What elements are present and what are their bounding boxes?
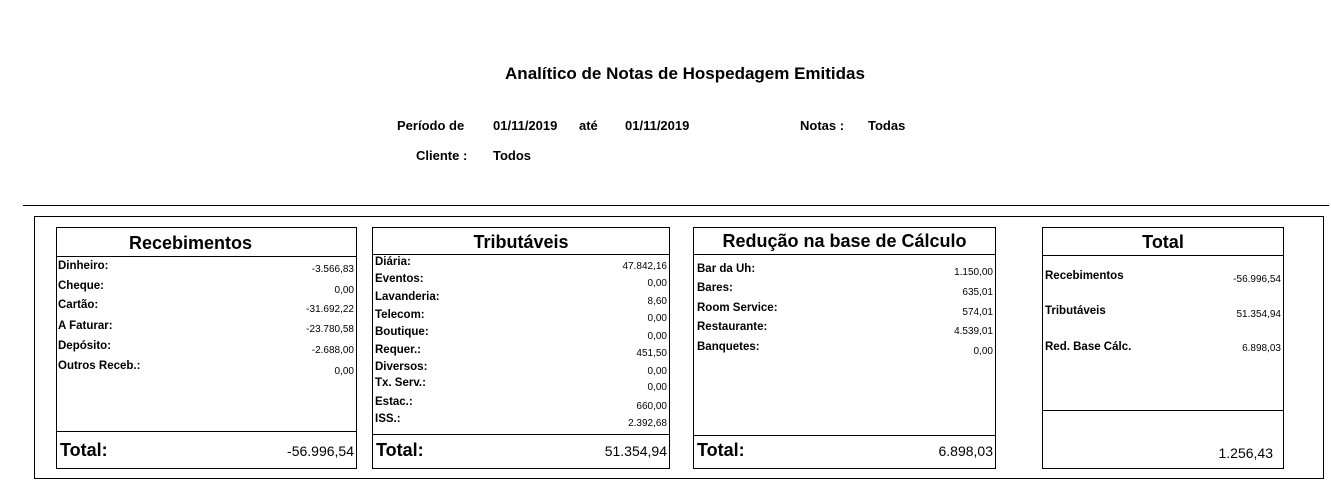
reducao-label: Room Service: bbox=[697, 302, 778, 314]
reducao-value: 1.150,00 bbox=[954, 267, 993, 278]
recebimentos-label: Cartão: bbox=[58, 299, 99, 311]
tributaveis-label: Boutique: bbox=[375, 326, 429, 338]
total-value: -56.996,54 bbox=[1233, 274, 1281, 285]
report-title: Analítico de Notas de Hospedagem Emitidas bbox=[505, 64, 865, 83]
tributaveis-label: Eventos: bbox=[375, 273, 424, 285]
recebimentos-label: Outros Receb.: bbox=[58, 360, 141, 372]
ate-label: até bbox=[579, 118, 598, 133]
tributaveis-label: Lavanderia: bbox=[375, 291, 440, 303]
divider bbox=[693, 254, 996, 255]
tributaveis-label: Diversos: bbox=[375, 361, 428, 373]
tributaveis-value: 8,60 bbox=[647, 296, 667, 307]
recebimentos-value: 0,00 bbox=[334, 366, 354, 377]
tributaveis-label: Tx. Serv.: bbox=[375, 377, 426, 389]
divider bbox=[56, 256, 357, 257]
periodo-label: Período de bbox=[397, 118, 465, 133]
tributaveis-value: 451,50 bbox=[636, 348, 667, 359]
divider bbox=[693, 435, 996, 436]
tributaveis-total-label: Total: bbox=[376, 440, 424, 460]
recebimentos-label: Cheque: bbox=[58, 280, 104, 292]
header-divider bbox=[23, 205, 1329, 206]
recebimentos-title: Recebimentos bbox=[128, 233, 253, 253]
reducao-total-value: 6.898,03 bbox=[938, 443, 993, 459]
recebimentos-value: 0,00 bbox=[334, 285, 354, 296]
reducao-label: Bares: bbox=[697, 282, 733, 294]
tributaveis-value: 0,00 bbox=[647, 331, 667, 342]
total-value: 51.354,94 bbox=[1236, 309, 1281, 320]
notas-value: Todas bbox=[868, 118, 906, 133]
recebimentos-label: A Faturar: bbox=[58, 320, 113, 332]
divider bbox=[1042, 410, 1284, 411]
reducao-value: 0,00 bbox=[973, 346, 993, 357]
reducao-title: Redução na base de Cálculo bbox=[722, 231, 967, 251]
total-label: Red. Base Cálc. bbox=[1045, 341, 1132, 353]
total-label: Tributáveis bbox=[1045, 305, 1106, 317]
recebimentos-value: -31.692,22 bbox=[306, 304, 354, 315]
tributaveis-value: 0,00 bbox=[647, 313, 667, 324]
recebimentos-label: Dinheiro: bbox=[58, 260, 109, 272]
tributaveis-label: Telecom: bbox=[375, 309, 425, 321]
divider bbox=[56, 431, 357, 432]
reducao-label: Bar da Uh: bbox=[697, 263, 756, 275]
tributaveis-value: 660,00 bbox=[636, 401, 667, 412]
tributaveis-value: 47.842,16 bbox=[622, 261, 667, 272]
tributaveis-title: Tributáveis bbox=[473, 232, 569, 252]
reducao-label: Restaurante: bbox=[697, 321, 768, 333]
recebimentos-value: -23.780,58 bbox=[306, 324, 354, 335]
tributaveis-label: Requer.: bbox=[375, 344, 422, 356]
tributaveis-value: 0,00 bbox=[647, 278, 667, 289]
total-value: 6.898,03 bbox=[1242, 343, 1281, 354]
reducao-value: 574,01 bbox=[962, 307, 993, 318]
tributaveis-value: 0,00 bbox=[647, 382, 667, 393]
tributaveis-label: ISS.: bbox=[375, 413, 401, 425]
periodo-fim: 01/11/2019 bbox=[625, 118, 690, 133]
reducao-value: 4.539,01 bbox=[954, 326, 993, 337]
total-title: Total bbox=[1142, 232, 1184, 252]
notas-label: Notas : bbox=[800, 118, 845, 133]
recebimentos-total-value: -56.996,54 bbox=[287, 443, 354, 459]
tributaveis-label: Diária: bbox=[375, 256, 411, 268]
reducao-total-label: Total: bbox=[697, 440, 745, 460]
divider bbox=[372, 254, 670, 255]
cliente-value: Todos bbox=[493, 148, 532, 163]
recebimentos-label: Depósito: bbox=[58, 340, 112, 352]
total-label: Recebimentos bbox=[1045, 270, 1124, 282]
tributaveis-total-value: 51.354,94 bbox=[604, 443, 667, 459]
reducao-value: 635,01 bbox=[962, 287, 993, 298]
tributaveis-label: Estac.: bbox=[375, 396, 413, 408]
tributaveis-value: 0,00 bbox=[647, 366, 667, 377]
grand-total-value: 1.256,43 bbox=[1218, 445, 1273, 461]
recebimentos-value: -2.688,00 bbox=[311, 345, 354, 356]
tributaveis-value: 2.392,68 bbox=[628, 418, 667, 429]
reducao-label: Banquetes: bbox=[697, 341, 760, 353]
divider bbox=[372, 434, 670, 435]
cliente-label: Cliente : bbox=[416, 148, 468, 163]
recebimentos-total-label: Total: bbox=[60, 440, 108, 460]
divider bbox=[1042, 255, 1284, 256]
recebimentos-value: -3.566,83 bbox=[311, 264, 354, 275]
periodo-inicio: 01/11/2019 bbox=[493, 118, 558, 133]
